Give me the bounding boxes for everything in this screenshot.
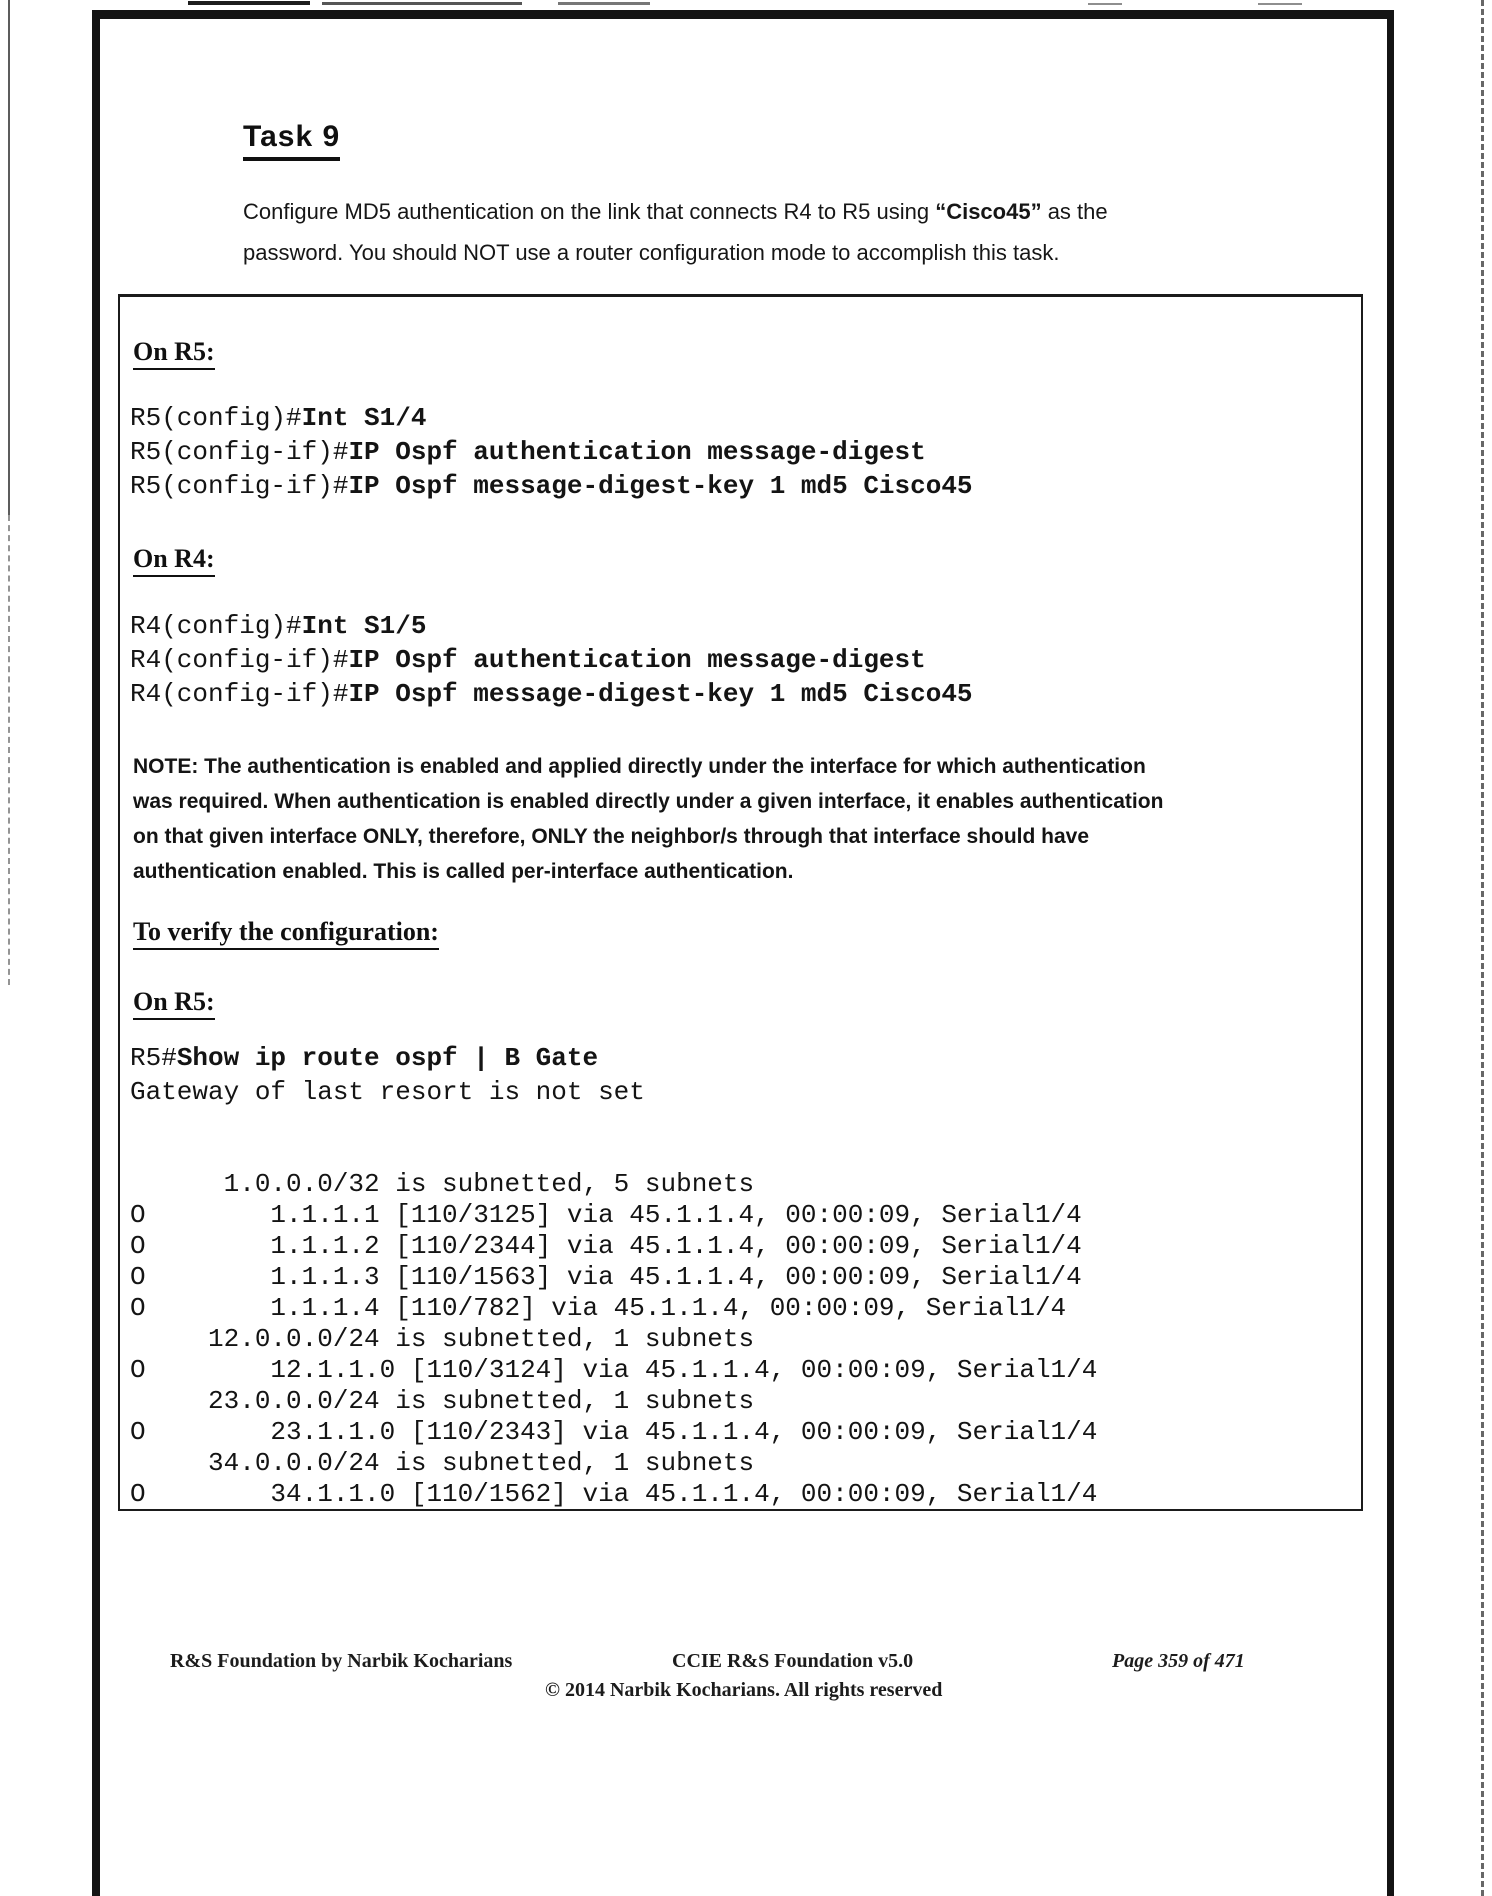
- note-line: was required. When authentication is enabled directly under a given interface, it enables authentication: [133, 790, 1164, 813]
- scan-artifact-top-dash: [188, 1, 310, 5]
- on-r4-heading: On R4:: [133, 544, 215, 577]
- task-password-highlight: “Cisco45”: [935, 199, 1042, 224]
- route-line: O 34.1.1.0 [110/1562] via 45.1.1.4, 00:00:09, Serial1/4: [130, 1479, 1098, 1509]
- cli-command: IP Ospf message-digest-key 1 md5 Cisco45: [348, 679, 973, 709]
- route-line: O 1.1.1.3 [110/1563] via 45.1.1.4, 00:00:09, Serial1/4: [130, 1262, 1082, 1292]
- task-description-line1: [243, 191, 1243, 232]
- footer-left: R&S Foundation by Narbik Kocharians: [170, 1650, 513, 1672]
- route-line: 1.0.0.0/32 is subnetted, 5 subnets: [130, 1169, 755, 1199]
- cli-command: IP Ospf authentication message-digest: [348, 437, 926, 467]
- scan-artifact-left-line: [8, 0, 10, 515]
- route-table-output: [130, 1169, 1097, 1510]
- on-r5-heading: On R5:: [133, 337, 215, 370]
- cli-output-line: Gateway of last resort is not set: [130, 1077, 645, 1107]
- cli-line: [130, 643, 973, 677]
- cli-command: IP Ospf authentication message-digest: [348, 645, 926, 675]
- cli-prompt: R4(config-if)#: [130, 645, 349, 675]
- gateway-output: [130, 1075, 645, 1109]
- footer-page-number: Page 359 of 471: [1112, 1650, 1245, 1672]
- r5-config-block: [130, 401, 973, 503]
- verify-heading: To verify the configuration:: [133, 917, 439, 950]
- note-line: on that given interface ONLY, therefore, ONLY the neighbor/s through that interface should have: [133, 825, 1090, 848]
- cli-line: [130, 677, 973, 711]
- scan-artifact-top-dash: [1258, 3, 1302, 5]
- show-command-line: [130, 1041, 598, 1075]
- scan-artifact-right-dashes: [1481, 0, 1484, 1896]
- cli-command: Int S1/5: [301, 611, 427, 641]
- cli-prompt: R5(config-if)#: [130, 437, 349, 467]
- route-line: O 12.1.1.0 [110/3124] via 45.1.1.4, 00:00:09, Serial1/4: [130, 1355, 1098, 1385]
- note-paragraph: [133, 749, 1163, 889]
- r4-config-block: [130, 609, 973, 711]
- cli-command: Int S1/4: [301, 403, 427, 433]
- answer-box: [118, 294, 1363, 1511]
- route-line: O 1.1.1.1 [110/3125] via 45.1.1.4, 00:00:09, Serial1/4: [130, 1200, 1082, 1230]
- scan-artifact-left-dashes: [8, 515, 10, 985]
- cli-line: [130, 1041, 598, 1075]
- task-description-line2: password. You should NOT use a router configuration mode to accomplish this task.: [243, 240, 1060, 265]
- route-line: O 23.1.1.0 [110/2343] via 45.1.1.4, 00:00:09, Serial1/4: [130, 1417, 1098, 1447]
- cli-prompt: R5#: [130, 1043, 177, 1073]
- task-description: [243, 191, 1243, 273]
- page-border-left: [92, 10, 100, 1896]
- scan-artifact-top-dash: [558, 2, 650, 5]
- cli-prompt: R4(config-if)#: [130, 679, 349, 709]
- route-line: O 1.1.1.2 [110/2344] via 45.1.1.4, 00:00:09, Serial1/4: [130, 1231, 1082, 1261]
- route-line: O 1.1.1.4 [110/782] via 45.1.1.4, 00:00:09, Serial1/4: [130, 1293, 1067, 1323]
- cli-line: [130, 435, 973, 469]
- cli-line: [130, 609, 973, 643]
- route-line: 12.0.0.0/24 is subnetted, 1 subnets: [130, 1324, 755, 1354]
- cli-prompt: R4(config)#: [130, 611, 302, 641]
- note-line: NOTE: The authentication is enabled and applied directly under the interface for which authentication: [133, 755, 1146, 778]
- note-line: authentication enabled. This is called per-interface authentication.: [133, 860, 794, 883]
- cli-prompt: R5(config-if)#: [130, 471, 349, 501]
- cli-command: Show ip route ospf | B Gate: [176, 1043, 599, 1073]
- task-title: Task 9: [243, 120, 340, 161]
- page-border-top: [92, 10, 1394, 19]
- route-line: 23.0.0.0/24 is subnetted, 1 subnets: [130, 1386, 755, 1416]
- scan-artifact-top-dash: [322, 2, 522, 5]
- route-line: 34.0.0.0/24 is subnetted, 1 subnets: [130, 1448, 755, 1478]
- task-description-text: as the: [1041, 199, 1108, 224]
- footer-copyright: © 2014 Narbik Kocharians. All rights reserved: [545, 1679, 943, 1701]
- cli-line: [130, 469, 973, 503]
- footer-center: CCIE R&S Foundation v5.0: [672, 1650, 914, 1672]
- page-border-right: [1387, 10, 1394, 1896]
- scan-artifact-top-dash: [1088, 3, 1122, 5]
- cli-line: [130, 401, 973, 435]
- cli-command: IP Ospf message-digest-key 1 md5 Cisco45: [348, 471, 973, 501]
- task-description-text: Configure MD5 authentication on the link that connects R4 to R5 using: [243, 199, 936, 224]
- verify-on-r5-heading: On R5:: [133, 987, 215, 1020]
- cli-prompt: R5(config)#: [130, 403, 302, 433]
